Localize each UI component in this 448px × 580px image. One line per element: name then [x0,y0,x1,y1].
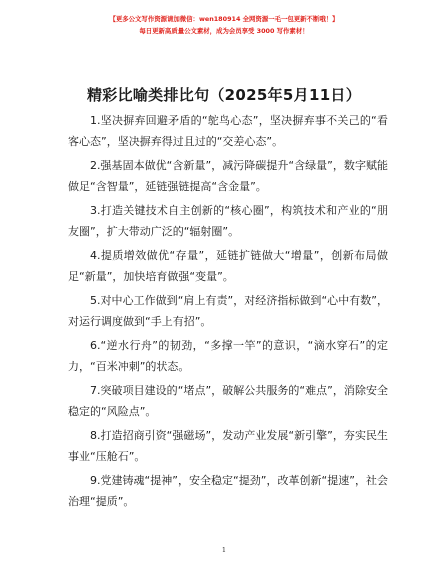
promo-banner-line-1: 【更多公文写作资源请加微信：wen180914 全网资源一毛一包更新不断哦！】 [109,15,339,23]
list-item: 3.打造关键技术自主创新的“核心圈”，构筑技术和产业的“朋友圈”，扩大带动广泛的“辐射圈”。 [68,204,388,238]
list-item: 8.打造招商引资“强磁场”，发动产业发展“新引擎”，夯实民生事业“压舱石”。 [68,429,388,463]
list-item: 9.党建铸魂“提神”，安全稳定“提劲”，改革创新“提速”，社会治理“提质”。 [68,474,388,508]
list-item: 7.突破项目建设的“堵点”，破解公共服务的“难点”，消除安全稳定的“风险点”。 [68,384,388,418]
list-item: 5.对中心工作做到“肩上有责”，对经济指标做到“心中有数”，对运行调度做到“手上有招”。 [68,294,388,328]
promo-banner-line-2: 每日更新高质量公文素材，成为会员享受 3000 写作素材！ [139,27,309,35]
list-item: 1.坚决摒弃回避矛盾的“鸵鸟心态”，坚决摒弃事不关己的“看客心态”，坚决摒弃得过且过的“交差心态”。 [68,114,388,148]
promo-banner [0,14,448,36]
sentence-list [68,110,388,515]
list-item: 6.“逆水行舟”的韧劲，“多撑一竿”的意识，“滴水穿石”的定力，“百米冲刺”的状态。 [68,339,388,373]
list-item: 4.提质增效做优“存量”，延链扩链做大“增量”，创新布局做足“新量”，加快培育做强“变量”。 [68,249,388,283]
page-number: 1 [221,546,227,554]
document-title: 精彩比喻类排比句（2025年5月11日） [86,86,362,104]
list-item: 2.强基固本做优“含新量”，减污降碳提升“含绿量”，数字赋能做足“含智量”，延链强链提高“含金量”。 [68,159,388,193]
